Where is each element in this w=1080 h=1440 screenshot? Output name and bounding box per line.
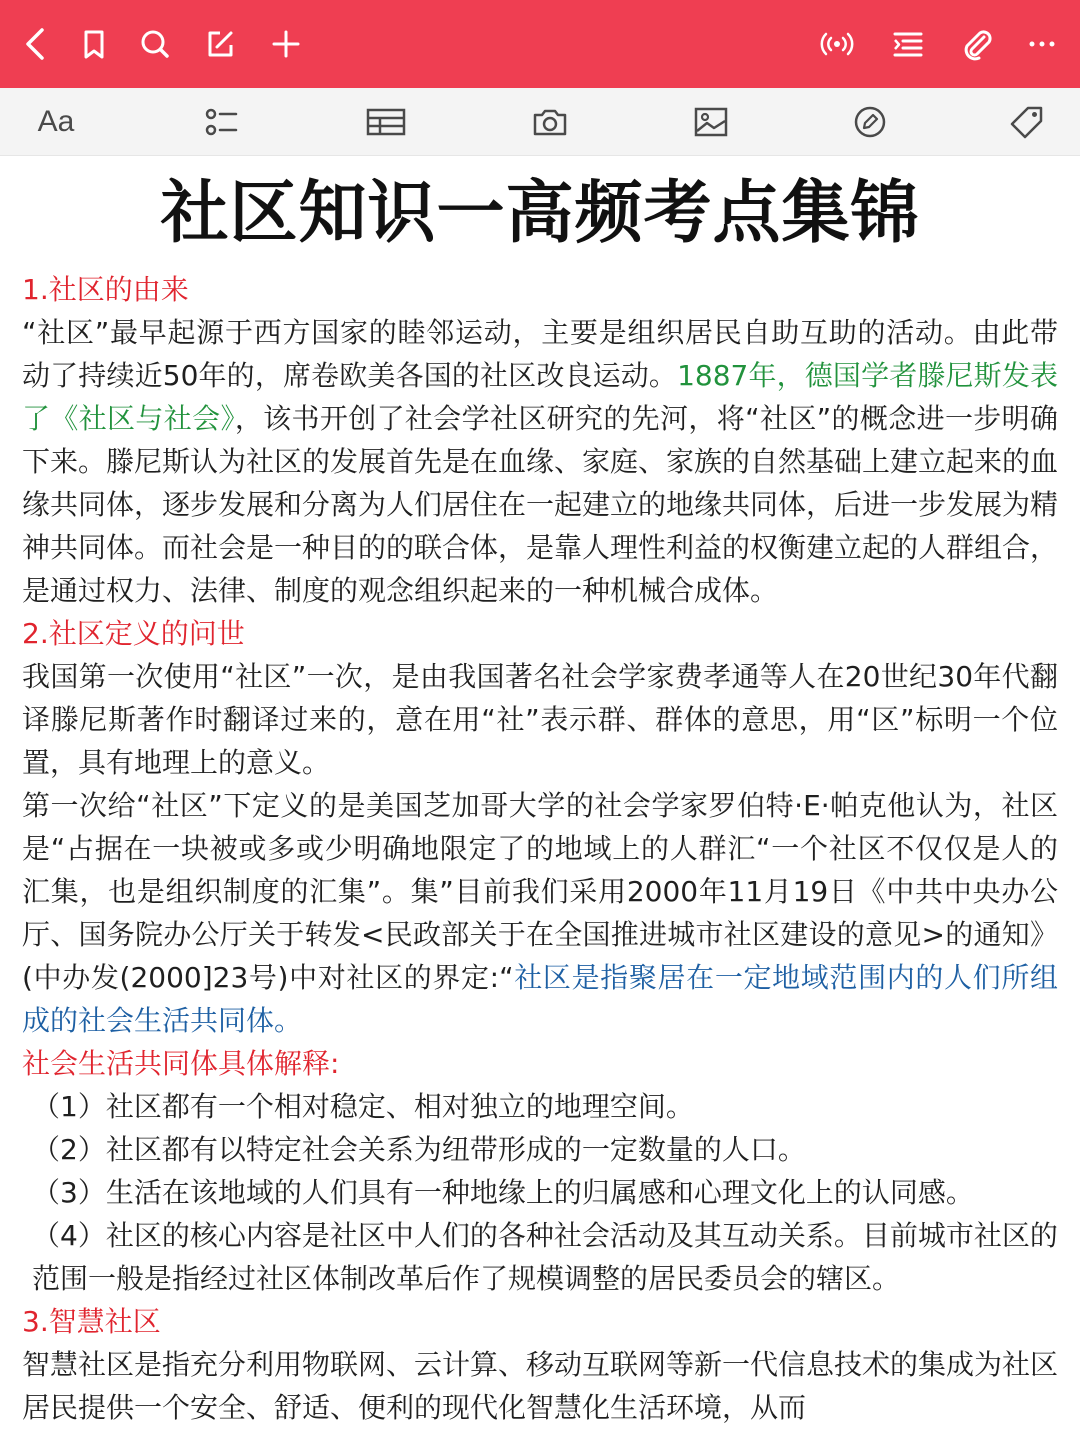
attachment-icon[interactable]	[955, 22, 999, 66]
page-title: 社区知识一高频考点集锦	[160, 174, 920, 253]
paragraph: 我国第一次使用“社区”一次，是由我国著名社会学家费孝通等人在20世纪30年代翻译滕尼斯著作时翻译过来的，意在用“社”表示群、群体的意思，用“区”标明一个位置，具有地理上的意义。	[22, 660, 1058, 779]
back-icon[interactable]	[14, 22, 58, 66]
top-app-bar	[0, 0, 1080, 88]
paragraph: 智慧社区是指充分利用物联网、云计算、移动互联网等新一代信息技术的集成为社区居民提供一个安全、舒适、便利的现代化智慧化生活环境，从而	[22, 1348, 1059, 1424]
checklist-icon[interactable]	[197, 100, 245, 144]
broadcast-icon[interactable]	[815, 22, 859, 66]
subsection-heading: 社会生活共同体具体解释:	[22, 1047, 340, 1080]
format-toolbar	[0, 88, 1080, 156]
list-item: （3）生活在该地域的人们具有一种地缘上的归属感和心理文化上的认同感。	[32, 1176, 974, 1209]
bookmark-icon[interactable]	[72, 22, 116, 66]
section-heading: 2.社区定义的问世	[22, 617, 245, 650]
pen-icon[interactable]	[846, 100, 894, 144]
list-item: （1）社区都有一个相对稳定、相对独立的地理空间。	[32, 1090, 694, 1123]
camera-icon[interactable]	[526, 100, 574, 144]
outline-icon[interactable]	[886, 22, 930, 66]
text-format-label: Aa	[37, 105, 75, 138]
list-item: （2）社区都有以特定社会关系为纽带形成的一定数量的人口。	[32, 1133, 806, 1166]
more-icon[interactable]	[1020, 22, 1064, 66]
text-run: 第一次给“社区”下定义的是美国芝加哥大学的社会学家罗伯特·E·帕克他认为，社区是“占据在一块被或多或少明确地限定了的地域上的人群汇“一个社区不仅仅是人的汇集，也是组织制度的汇集”。集”目前我们采用2000年11月19日《中共中央办公厅、国务院办公厅关于转发<民政部关于在全国推进城市社区建设的意见>的通知》(中办发(2000]23号)中对社区的界定:“	[22, 789, 1058, 994]
text-format-button[interactable]	[32, 100, 80, 144]
table-icon[interactable]	[362, 100, 410, 144]
paragraph	[22, 311, 1058, 612]
edit-icon[interactable]	[198, 22, 242, 66]
text-run: “社区”最早起源于西方国家的睦邻运动，主要是组织居民自助互助的活动。由此带动了持续近50年的，席卷欧美各国的社区改良运动。	[22, 316, 1058, 392]
search-icon[interactable]	[133, 22, 177, 66]
section-heading: 3.智慧社区	[22, 1305, 161, 1338]
section-heading: 1.社区的由来	[22, 273, 189, 306]
note-content[interactable]	[22, 160, 1058, 1429]
add-icon[interactable]	[264, 22, 308, 66]
text-run: ，该书开创了社会学社区研究的先河，将“社区”的概念进一步明确下来。滕尼斯认为社区的发展首先是在血缘、家庭、家族的自然基础上建立起来的血缘共同体，逐步发展和分离为人们居住在一起建立的地缘共同体，后进一步发展为精神共同体。而社会是一种目的的联合体，是靠人理性利益的权衡建立起的人群组合，是通过权力、法律、制度的观念组织起来的一种机械合成体。	[22, 402, 1059, 607]
paragraph	[22, 784, 1058, 1042]
green-highlight-text: 1887年，德国学者滕尼斯发表了《社区与社会》	[22, 359, 1058, 435]
image-icon[interactable]	[687, 100, 735, 144]
tag-icon[interactable]	[1003, 100, 1051, 144]
list-item: （4）社区的核心内容是社区中人们的各种社会活动及其互动关系。目前城市社区的范围一般是指经过社区体制改革后作了规模调整的居民委员会的辖区。	[32, 1219, 1058, 1295]
blue-highlight-text: 社区是指聚居在一定地域范围内的人们所组成的社会生活共同体。	[22, 961, 1058, 1037]
